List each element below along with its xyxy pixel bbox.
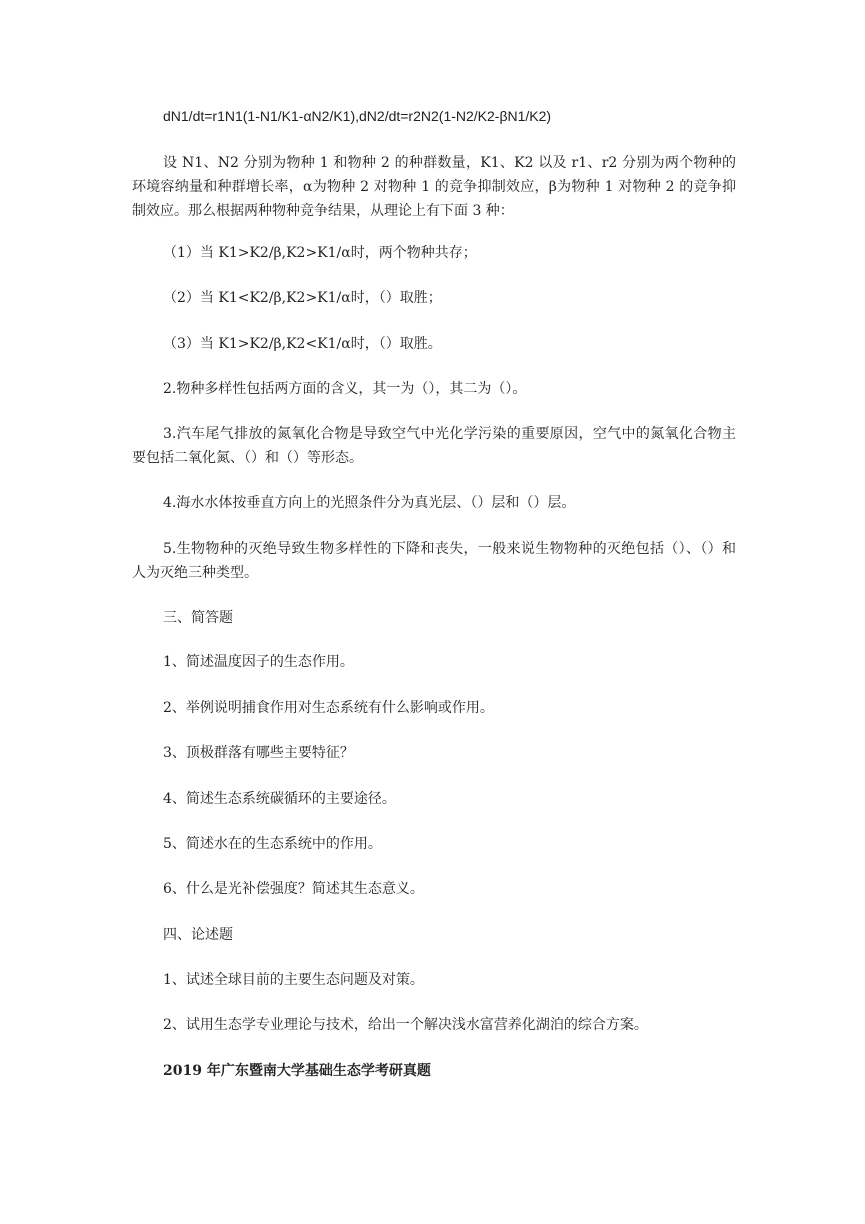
short-answer-3: 3、顶极群落有哪些主要特征？ bbox=[163, 745, 354, 761]
intro-paragraph: 设 N1、N2 分别为物种 1 和物种 2 的种群数量，K1、K2 以及 r1、r2 分别为两个物种的环境容纳量和种群增长率，α为物种 2 对物种 1 的竞争抑制效应，β为物种 1 对物种 2 的竞争抑制效应。那么根据两种物种竞争结果，从理论上有下面 3 种： bbox=[132, 155, 736, 219]
competition-formula: dN1/dt=r1N1(1-N1/K1-αN2/K1),dN2/dt=r2N2(1-N2/K2-βN1/K2) bbox=[163, 108, 552, 124]
short-answer-2: 2、举例说明捕食作用对生态系统有什么影响或作用。 bbox=[163, 700, 494, 716]
exam-title: 2019 年广东暨南大学基础生态学考研真题 bbox=[163, 1063, 431, 1079]
short-answer-6: 6、什么是光补偿强度？简述其生态意义。 bbox=[163, 881, 424, 897]
short-answer-4: 4、简述生态系统碳循环的主要途径。 bbox=[163, 791, 396, 807]
section-heading-short-answer: 三、简答题 bbox=[163, 610, 233, 626]
section-heading-essay: 四、论述题 bbox=[163, 927, 233, 943]
fill-question-4: 4.海水水体按垂直方向上的光照条件分为真光层、（）层和（）层。 bbox=[163, 495, 576, 511]
short-answer-1: 1、简述温度因子的生态作用。 bbox=[163, 654, 354, 670]
essay-question-2: 2、试用生态学专业理论与技术，给出一个解决浅水富营养化湖泊的综合方案。 bbox=[163, 1017, 648, 1033]
case-1: （1）当 K1>K2/β,K2>K1/α时，两个物种共存； bbox=[163, 245, 477, 261]
case-2: （2）当 K1<K2/β,K2>K1/α时，（）取胜； bbox=[163, 290, 442, 306]
essay-question-1: 1、试述全球目前的主要生态问题及对策。 bbox=[163, 972, 424, 988]
fill-question-5: 5.生物物种的灭绝导致生物多样性的下降和丧失，一般来说生物物种的灭绝包括（）、（）和人为灭绝三种类型。 bbox=[132, 541, 736, 581]
case-3: （3）当 K1>K2/β,K2<K1/α时，（）取胜。 bbox=[163, 336, 442, 352]
fill-question-2: 2.物种多样性包括两方面的含义，其一为（），其二为（）。 bbox=[163, 381, 527, 397]
fill-question-3: 3.汽车尾气排放的氮氧化合物是导致空气中光化学污染的重要原因，空气中的氮氧化合物主要包括二氧化氮、（）和（）等形态。 bbox=[132, 426, 736, 466]
short-answer-5: 5、简述水在的生态系统中的作用。 bbox=[163, 836, 382, 852]
